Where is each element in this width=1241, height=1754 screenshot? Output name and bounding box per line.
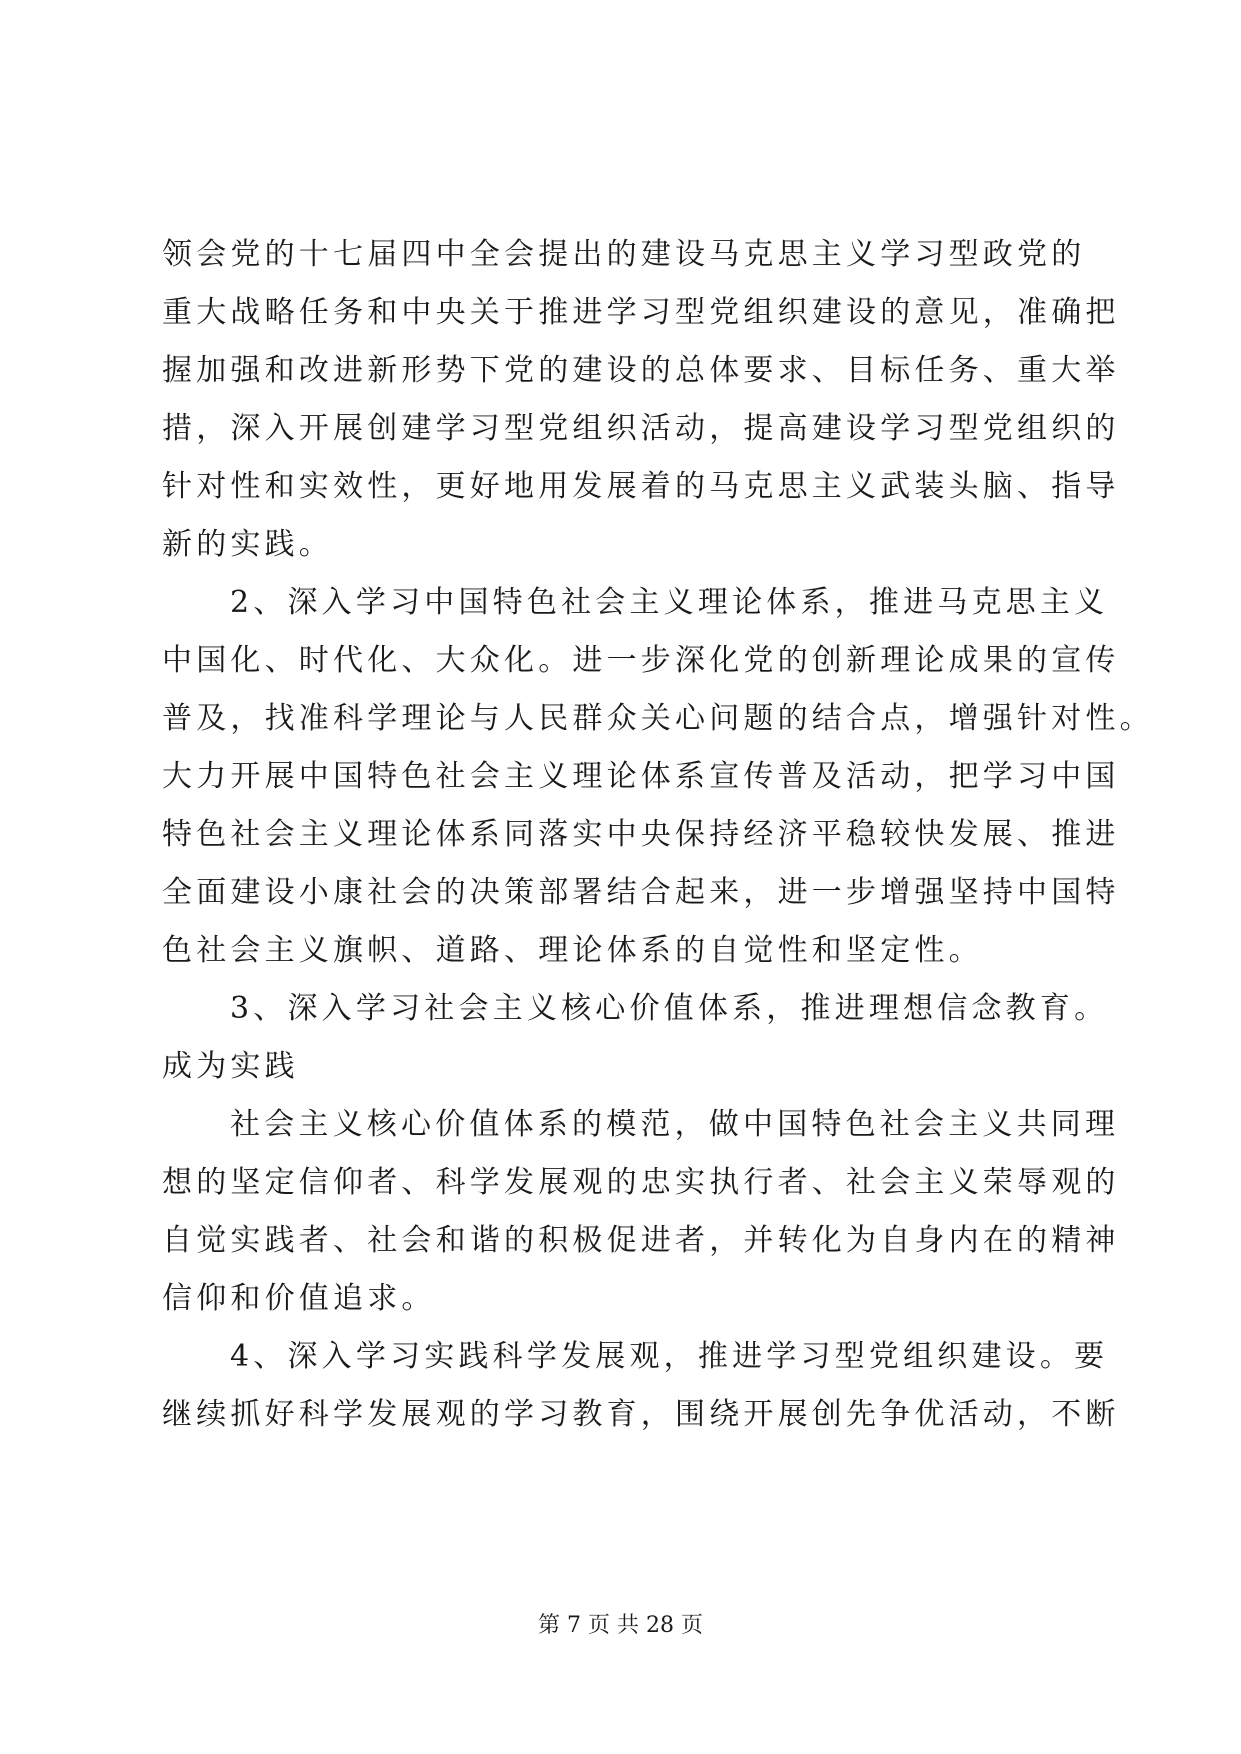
text-line: 措，深入开展创建学习型党组织活动，提高建设学习型党组织的 — [162, 411, 1120, 446]
text-line: 新的实践。 — [162, 527, 333, 562]
text-line: 特色社会主义理论体系同落实中央保持经济平稳较快发展、推进 — [162, 817, 1120, 852]
paragraph-start-line: 4、深入学习实践科学发展观，推进学习型党组织建设。要 — [230, 1339, 1109, 1374]
text-line: 针对性和实效性，更好地用发展着的马克思主义武装头脑、指导 — [162, 469, 1120, 504]
text-line: 全面建设小康社会的决策部署结合起来，进一步增强坚持中国特 — [162, 875, 1120, 910]
page-number: 第 7 页 共 28 页 — [538, 1613, 703, 1638]
paragraph-start-line: 2、深入学习中国特色社会主义理论体系，推进马克思主义 — [230, 585, 1109, 620]
text-line: 成为实践 — [162, 1049, 299, 1084]
page-footer — [0, 1608, 1241, 1639]
paragraph-start-line: 社会主义核心价值体系的模范，做中国特色社会主义共同理 — [230, 1107, 1120, 1142]
text-line: 重大战略任务和中央关于推进学习型党组织建设的意见，准确把 — [162, 295, 1120, 330]
text-line: 色社会主义旗帜、道路、理论体系的自觉性和坚定性。 — [162, 933, 983, 968]
text-line: 信仰和价值追求。 — [162, 1281, 436, 1316]
text-line: 大力开展中国特色社会主义理论体系宣传普及活动，把学习中国 — [162, 759, 1120, 794]
text-line: 普及，找准科学理论与人民群众关心问题的结合点，增强针对性。 — [162, 701, 1154, 736]
text-line: 中国化、时代化、大众化。进一步深化党的创新理论成果的宣传 — [162, 643, 1120, 678]
text-line: 继续抓好科学发展观的学习教育，围绕开展创先争优活动，不断 — [162, 1397, 1120, 1432]
text-line: 握加强和改进新形势下党的建设的总体要求、目标任务、重大举 — [162, 353, 1120, 388]
document-body — [162, 226, 1154, 1444]
paragraph-start-line: 3、深入学习社会主义核心价值体系，推进理想信念教育。 — [230, 991, 1109, 1026]
text-line: 自觉实践者、社会和谐的积极促进者，并转化为自身内在的精神 — [162, 1223, 1120, 1258]
text-line: 想的坚定信仰者、科学发展观的忠实执行者、社会主义荣辱观的 — [162, 1165, 1120, 1200]
text-line: 领会党的十七届四中全会提出的建设马克思主义学习型政党的 — [162, 237, 1086, 272]
